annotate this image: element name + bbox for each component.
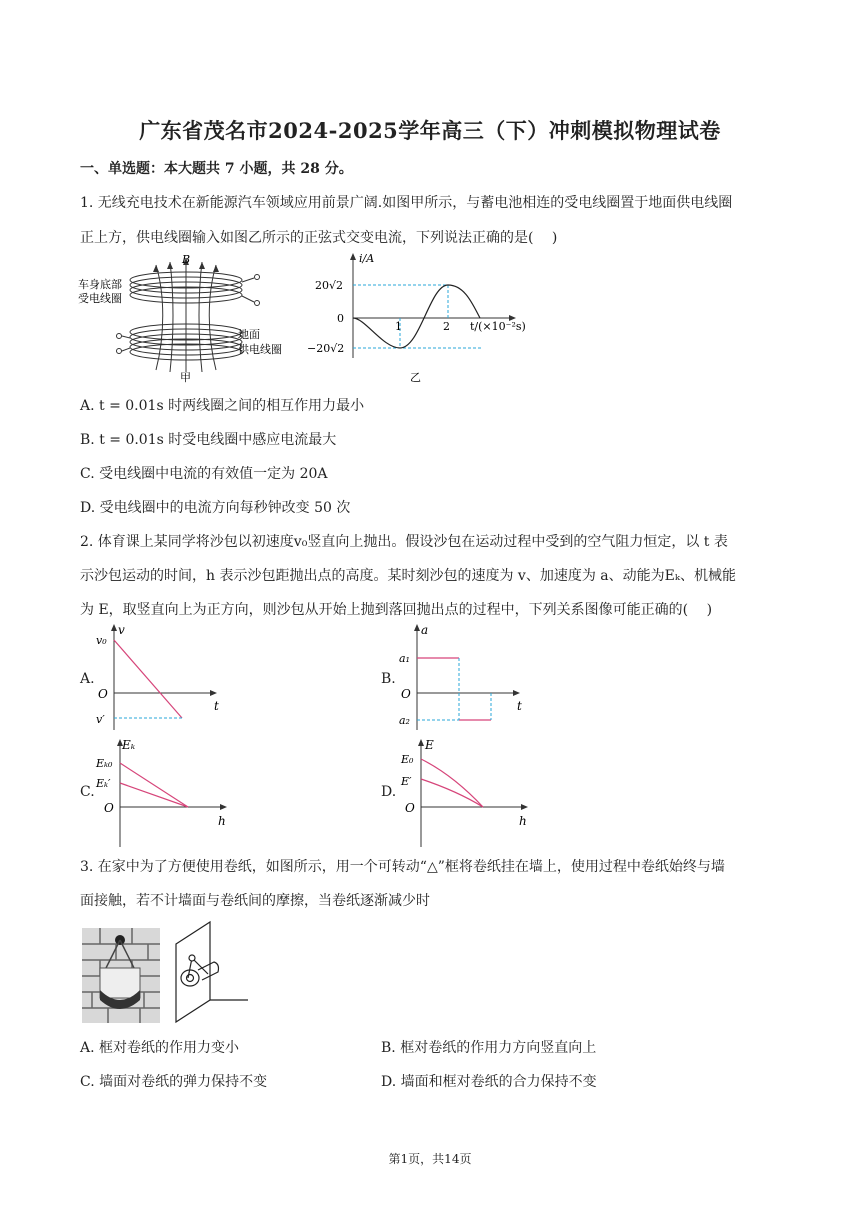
q1-option-c: C. 受电线圈中电流的有效值一定为 20A [80,466,328,482]
graph-a-t-label: t [214,699,219,713]
graph-a-origin: O [98,687,108,701]
page-title: 广东省茂名市2024-2025学年高三（下）冲刺模拟物理试卷 [139,118,721,143]
y-tick-top: 20√2 [315,279,344,292]
q2-option-b-label: B. [381,671,396,687]
q2-text-line3: 为 E，取竖直向上为正方向，则沙包从开始上抛到落回抛出点的过程中，下列关系图像可能正确的( ) [80,602,713,618]
graph-d-eprime-label: E′ [401,775,412,788]
graph-b-a2-label: a₂ [399,714,410,727]
coil-bottom-label1: 地面 [238,328,260,341]
q1-option-d: D. 受电线圈中的电流方向每秒钟改变 50 次 [80,500,351,516]
graph-c-ek0-label: Eₖ₀ [96,757,113,770]
graph-d-e0-label: E₀ [401,753,414,766]
q2-graph-a [92,620,242,735]
q3-option-b: B. 框对卷纸的作用力方向竖直向上 [381,1040,597,1056]
graph-c-origin: O [104,801,114,815]
graph-d-h-label: h [519,814,527,828]
y-axis-label: i/A [359,252,375,265]
q3-option-c: C. 墙面对卷纸的弹力保持不变 [80,1074,268,1090]
q1-figure-current-graph [305,250,535,388]
q2-graph-d [395,735,545,850]
graph-a-v0-label: v₀ [96,634,107,647]
q2-text-line1: 2. 体育课上某同学将沙包以初速度v₀竖直向上抛出。假设沙包在运动过程中受到的空气阻力恒定，以 t 表 [80,534,728,550]
graph-d-e-label: E [425,738,434,752]
y-tick-bottom: −20√2 [307,342,345,355]
q3-option-d: D. 墙面和框对卷纸的合力保持不变 [381,1074,597,1090]
graph-b-t-label: t [517,699,522,713]
velocity-line [114,640,182,718]
graph-c-h-label: h [218,814,226,828]
graph-b-origin: O [401,687,411,701]
q3-photo-toilet-roll [82,928,160,1023]
graph-d-origin: O [405,801,415,815]
graph-c-ekprime-label: Eₖ′ [96,777,111,790]
figure-jia-caption: 甲 [180,371,191,384]
field-b-label: B [182,253,191,266]
x-tick-1: 1 [395,320,402,333]
q2-option-d-label: D. [381,784,397,800]
q2-text-line2: 示沙包运动的时间，h 表示沙包距抛出点的高度。某时刻沙包的速度为 v、加速度为 a、动能为Eₖ、机械能 [80,568,736,584]
ek-down-line [120,783,188,807]
sine-wave-curve [353,285,480,348]
figure-yi-caption: 乙 [410,371,421,384]
q3-diagram-wall-frame [168,918,253,1024]
graph-a-v-label: v [118,623,125,637]
x-tick-2: 2 [443,320,450,333]
coil-top-label2: 受电线圈 [78,292,122,305]
ek-up-line [120,763,188,807]
coil-bottom-label2: 供电线圈 [238,343,282,356]
energy-down-curve [421,779,483,807]
graph-b-a1-label: a₁ [399,652,410,665]
q1-option-b: B. t = 0.01s 时受电线圈中感应电流最大 [80,432,337,448]
x-axis-label: t/(×10⁻²s) [470,320,526,333]
q3-option-a: A. 框对卷纸的作用力变小 [80,1040,240,1056]
q1-text-line1: 1. 无线充电技术在新能源汽车领域应用前景广阔.如图甲所示，与蓄电池相连的受电线圈置于地面供电线圈 [80,195,733,211]
q3-text-line2: 面接触，若不计墙面与卷纸间的摩擦，当卷纸逐渐减少时 [80,893,430,909]
origin-label: 0 [337,312,344,325]
q2-graph-b [395,620,545,735]
graph-a-vprime-label: v′ [96,713,105,726]
q1-text-line2: 正上方，供电线圈输入如图乙所示的正弦式交变电流，下列说法正确的是( ) [80,230,558,246]
energy-up-curve [421,759,483,807]
q1-option-a: A. t = 0.01s 时两线圈之间的相互作用力最小 [80,398,365,414]
graph-b-a-label: a [421,623,429,637]
q3-text-line1: 3. 在家中为了方便使用卷纸，如图所示，用一个可转动“△”框将卷纸挂在墙上，使用过程中卷纸始终与墙 [80,859,725,875]
page-footer: 第1页，共14页 [388,1152,472,1166]
q2-option-a-label: A. [80,671,95,687]
section-heading: 一、单选题：本大题共 7 小题，共 28 分。 [80,161,353,177]
q2-graph-c [92,735,242,850]
coil-top-label1: 车身底部 [78,278,122,291]
q2-option-c-label: C. [80,784,95,800]
q1-figure-coils [70,250,300,388]
graph-c-ek-label: Eₖ [122,738,136,752]
